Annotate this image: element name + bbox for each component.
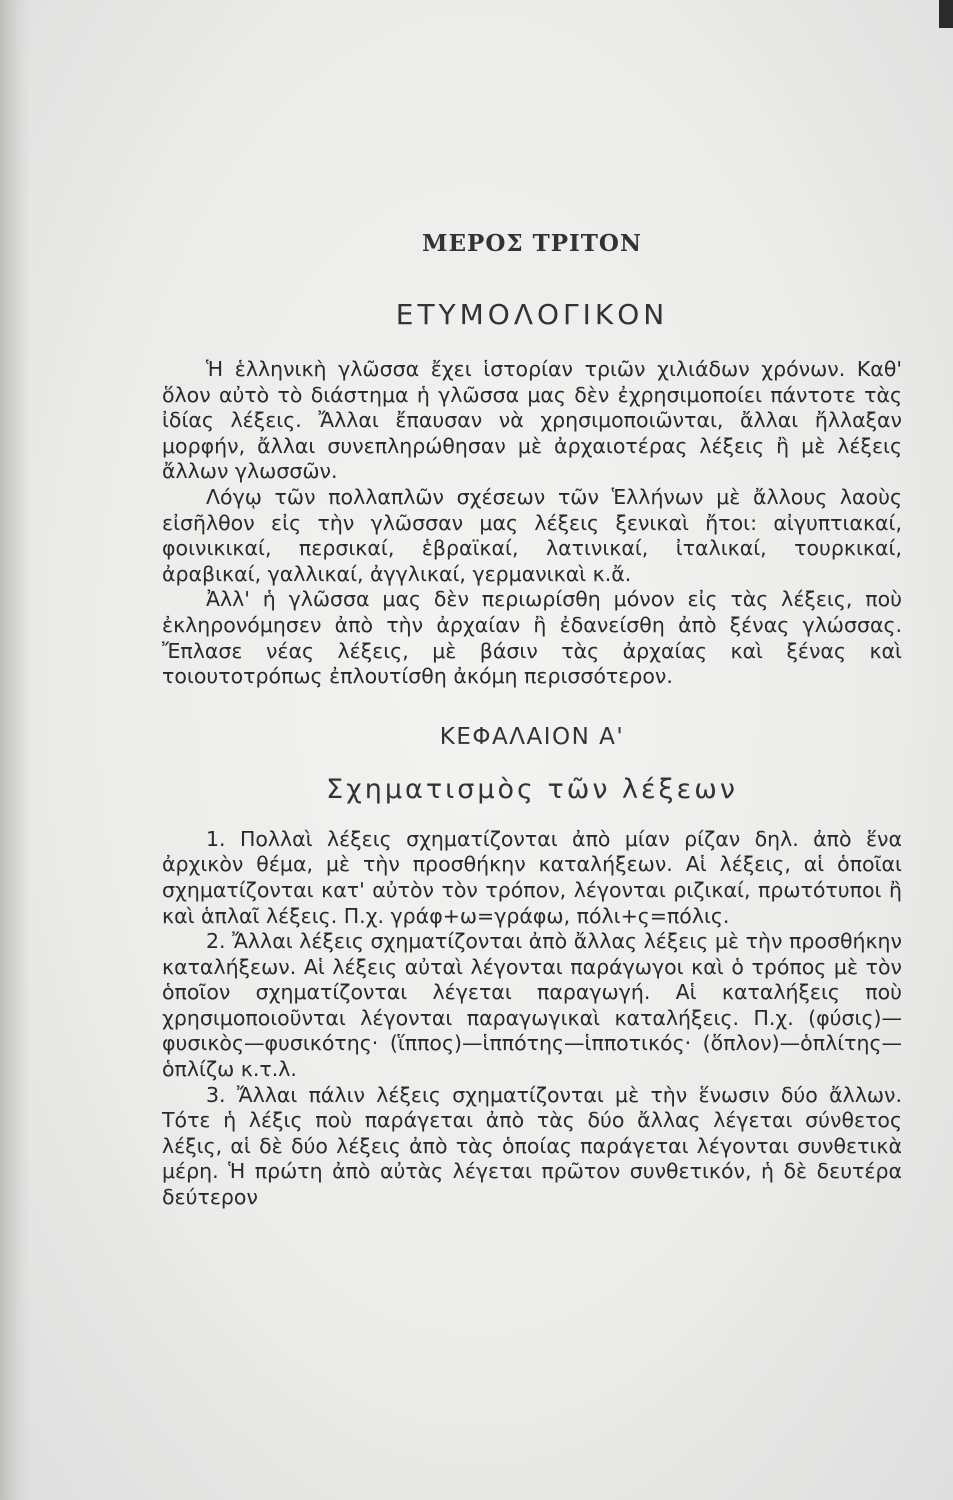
chapter-paragraph-2: 2. Ἄλλαι λέξεις σχηματίζονται ἀπὸ ἄλλας λέξεις μὲ τὴν προσθήκην καταλήξεων. Αἱ λέξεις αὐταὶ λέγονται παράγωγοι καὶ ὁ τρόπος μὲ τὸν ὁποῖον σχηματίζονται λέγεται παραγωγή. Αἱ καταλήξεις ποὺ χρησιμοποιοῦνται λέγονται παραγωγικαὶ καταλήξεις. Π.χ. (φύσις)—φυσικὸς—φυσικότης· (ἵππος)—ἱππότης—ἱπποτικός· (ὅπλον)—ὁπλίτης— ὁπλίζω κ.τ.λ. [162,929,902,1082]
part-title: ΜΕΡΟΣ ΤΡΙΤΟΝ [422,230,642,257]
chapter-paragraph-1: 1. Πολλαὶ λέξεις σχηματίζονται ἀπὸ μίαν ρίζαν δηλ. ἀπὸ ἕνα ἀρχικὸν θέμα, μὲ τὴν προσθήκην καταλήξεων. Αἱ λέξεις, αἱ ὁποῖαι σχηματίζονται κατ' αὐτὸν τὸν τρόπον, λέγονται ριζικαί, πρωτότυποι ἢ καὶ ἁπλαῖ λέξεις. Π.χ. γράφ+ω=γράφω, πόλι+ς=πόλις. [162,826,902,928]
page-content [162,230,902,1211]
intro-paragraph-3: Ἀλλ' ἡ γλῶσσα μας δὲν περιωρίσθη μόνον εἰς τὰς λέξεις, ποὺ ἐκληρονόμησεν ἀπὸ τὴν ἀρχαίαν ἢ ἐδανείσθη ἀπὸ ξένας γλώσσας. Ἔπλασε νέας λέξεις, μὲ βάσιν τὰς ἀρχαίας καὶ ξένας καὶ τοιουτοτρόπως ἐπλουτίσθη ἀκόμη περισσότερον. [162,587,902,689]
intro-paragraph-1: Ἡ ἑλληνικὴ γλῶσσα ἔχει ἱστορίαν τριῶν χιλιάδων χρόνων. Καθ' ὅλον αὐτὸ τὸ διάστημα ἡ γλῶσσα μας δὲν ἐχρησιμοποίει πάντοτε τὰς ἰδίας λέξεις. Ἄλλαι ἔπαυσαν νὰ χρησιμοποιῶνται, ἄλλαι ἤλλαξαν μορφήν, ἄλλαι συνεπληρώθησαν μὲ ἀρχαιοτέρας λέξεις ἢ μὲ λέξεις ἄλλων γλωσσῶν. [162,357,902,484]
scan-corner-mark [939,0,953,28]
chapter-paragraph-3: 3. Ἄλλαι πάλιν λέξεις σχηματίζονται μὲ τὴν ἕνωσιν δύο ἄλλων. Τότε ἡ λέξις ποὺ παράγεται ἀπὸ τὰς δύο ἄλλας λέγεται σύνθετος λέξις, αἱ δὲ δύο λέξεις ἀπὸ τὰς ὁποίας παράγεται λέγονται συνθετικὰ μέρη. Ἡ πρώτη ἀπὸ αὐτὰς λέγεται πρῶτον συνθετικόν, ἡ δὲ δευτέρα δεύτερον [162,1082,902,1210]
page-binding-shadow [0,0,30,1500]
intro-paragraph-2: Λόγῳ τῶν πολλαπλῶν σχέσεων τῶν Ἑλλήνων μὲ ἄλλους λαοὺς εἰσῆλθον εἰς τὴν γλῶσσαν μας λέξεις ξενικαὶ ἤτοι: αἰγυπτιακαί, φοινικικαί, περσικαί, ἑβραϊκαί, λατινικαί, ἰταλικαί, τουρκικαί, ἀραβικαί, γαλλικαί, ἀγγλικαί, γερμανικαὶ κ.ἄ. [162,484,902,586]
section-title: ΕΤΥΜΟΛΟΓΙΚΟΝ [395,298,669,331]
chapter-title: ΚΕΦΑΛΑΙΟΝ Α' [439,723,625,750]
chapter-subtitle: Σχηματισμὸς τῶν λέξεων [326,773,738,805]
